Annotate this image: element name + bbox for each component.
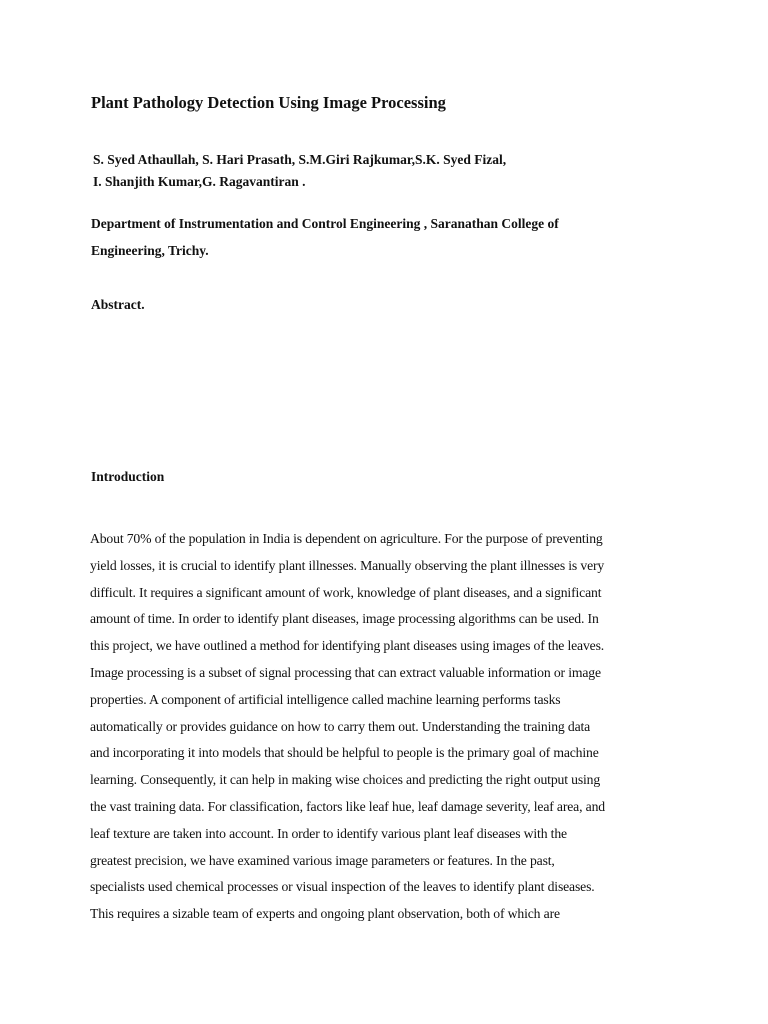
paragraph-line: greatest precision, we have examined various image parameters or features. In the past, xyxy=(90,852,555,868)
affiliation-line: Department of Instrumentation and Control Engineering , Saranathan College of xyxy=(91,216,559,231)
introduction-paragraph xyxy=(90,526,690,928)
author-line: S. Syed Athaullah, S. Hari Prasath, S.M.Giri Rajkumar,S.K. Syed Fizal, xyxy=(93,152,507,167)
affiliation xyxy=(91,210,559,264)
affiliation-line: Engineering, Trichy. xyxy=(91,243,209,258)
paragraph-line: yield losses, it is crucial to identify plant illnesses. Manually observing the plant illnesses is very xyxy=(90,557,605,573)
author-list xyxy=(93,149,506,193)
paragraph-line: the vast training data. For classification, factors like leaf hue, leaf damage severity, leaf area, and xyxy=(90,798,605,814)
paragraph-line: this project, we have outlined a method for identifying plant diseases using images of the leaves. xyxy=(90,638,605,654)
paragraph-line: Image processing is a subset of signal processing that can extract valuable information or image xyxy=(90,664,601,680)
paragraph-line: learning. Consequently, it can help in making wise choices and predicting the right output using xyxy=(90,772,601,788)
paragraph-line: specialists used chemical processes or visual inspection of the leaves to identify plant diseases. xyxy=(90,879,595,895)
paper-title: Plant Pathology Detection Using Image Processing xyxy=(91,93,446,112)
paragraph-line: properties. A component of artificial intelligence called machine learning performs tasks xyxy=(90,691,561,707)
paragraph-line: amount of time. In order to identify plant diseases, image processing algorithms can be used. In xyxy=(90,611,599,627)
paragraph-line: About 70% of the population in India is dependent on agriculture. For the purpose of preventing xyxy=(90,531,603,546)
paragraph-line: difficult. It requires a significant amount of work, knowledge of plant diseases, and a significant xyxy=(90,584,602,600)
introduction-heading: Introduction xyxy=(91,469,165,484)
paragraph-line: and incorporating it into models that should be helpful to people is the primary goal of machine xyxy=(90,745,599,761)
abstract-heading: Abstract. xyxy=(91,297,145,312)
author-line: I. Shanjith Kumar,G. Ragavantiran . xyxy=(93,174,306,189)
paragraph-line: automatically or provides guidance on how to carry them out. Understanding the training data xyxy=(90,718,591,734)
paragraph-line: This requires a sizable team of experts and ongoing plant observation, both of which are xyxy=(90,906,560,922)
paragraph-line: leaf texture are taken into account. In order to identify various plant leaf diseases with the xyxy=(90,825,567,841)
